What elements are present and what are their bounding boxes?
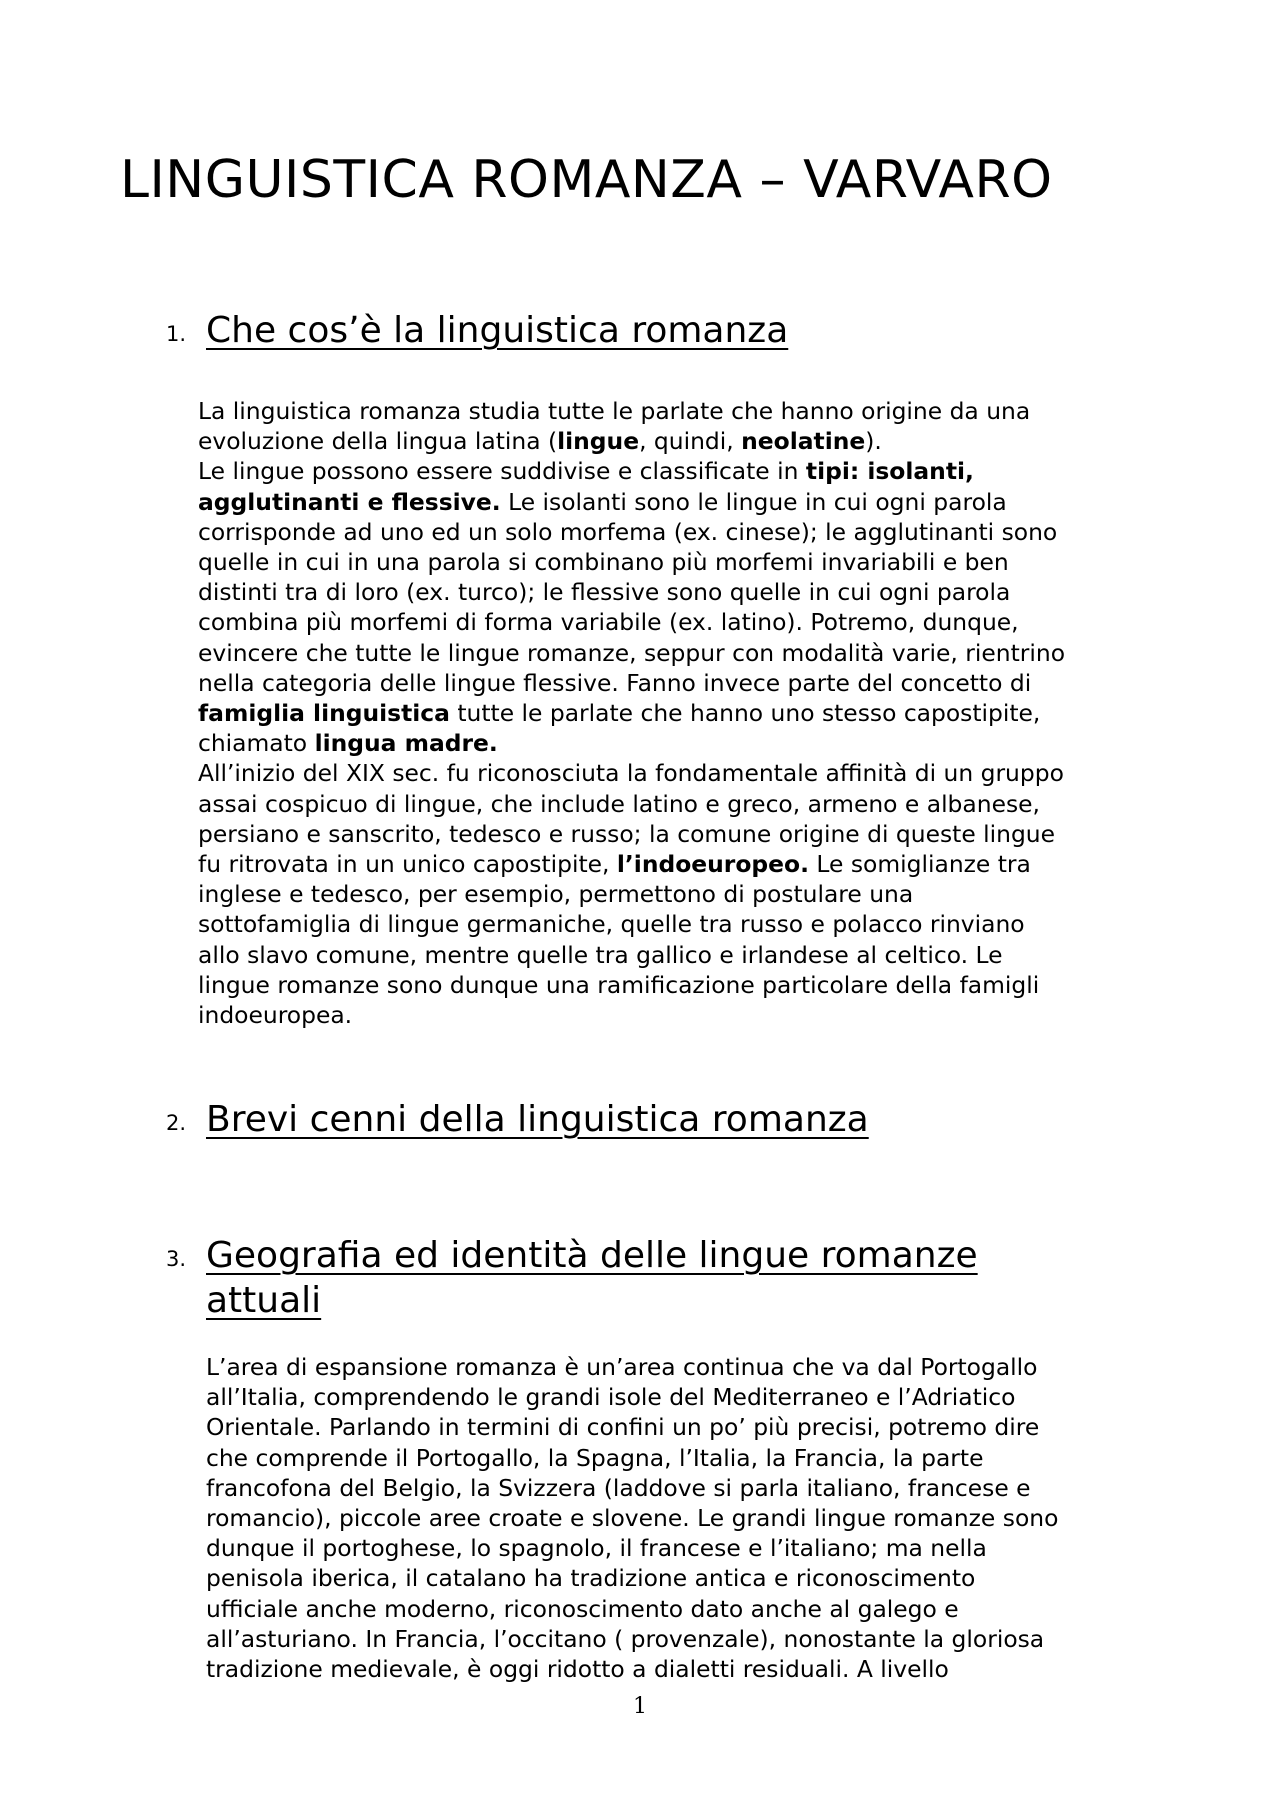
text-run: corrisponde ad uno ed un solo morfema (ex. cinese); le agglutinanti sono [198,517,1058,546]
text-run: Orientale. Parlando in termini di confini un po’ più precisi, potremo dire [206,1413,1040,1442]
text-run: che comprende il Portogallo, la Spagna, l’Italia, la Francia, la parte [206,1443,984,1472]
section-heading-3 [166,1233,978,1323]
text-line [206,1563,1058,1593]
text-line [198,758,1065,788]
text-line [206,1443,1058,1473]
text-line [198,487,1065,517]
heading-line: Geografia ed identità delle lingue romanze [206,1235,978,1276]
text-run: Le somiglianze tra [808,850,1031,879]
text-line [206,1654,1058,1684]
text-line [206,1412,1058,1442]
text-run: all’asturiano. In Francia, l’occitano ( provenzale), nonostante la gloriosa [206,1624,1045,1653]
text-line [206,1533,1058,1563]
text-line [198,547,1065,577]
text-line [198,970,1065,1000]
text-line [206,1624,1058,1654]
page-number: 1 [633,1694,647,1719]
text-run: evincere che tutte le lingue romanze, seppur con modalità varie, rientrino [198,638,1066,667]
text-run: ufficiale anche moderno, riconoscimento dato anche al galego e [206,1594,959,1623]
text-run: Le isolanti sono le lingue in cui ogni parola [500,487,1007,516]
text-run: nella categoria delle lingue flessive. Fanno invece parte del concetto di [198,668,1032,697]
bold-term: famiglia linguistica [198,699,450,728]
text-run: penisola iberica, il catalano ha tradizione antica e riconoscimento [206,1564,976,1593]
text-run: Le lingue possono essere suddivise e classificate in [198,457,806,486]
text-line [198,426,1065,456]
section-1-body [198,396,1065,1030]
text-run: , quindi, [639,427,742,456]
text-line [198,517,1065,547]
text-line [198,1000,1065,1030]
section-number: 3. [166,1247,187,1271]
heading-text [206,1233,978,1323]
bold-term: l’indoeuropeo. [616,850,809,879]
text-line [198,638,1065,668]
text-run: dunque il portoghese, lo spagnolo, il francese e l’italiano; ma nella [206,1534,987,1563]
text-run: allo slavo comune, mentre quelle tra gallico e irlandese al celtico. Le [198,940,1003,969]
section-heading-1 [166,308,789,353]
text-run: chiamato [198,729,315,758]
text-line [206,1352,1058,1382]
text-run: ). [865,427,882,456]
section-heading-2 [166,1097,869,1142]
text-run: combina più morfemi di forma variabile (ex. latino). Potremo, dunque, [198,608,1019,637]
text-run: La linguistica romanza studia tutte le parlate che hanno origine da una [198,397,1031,425]
heading-line: Che cos’è la linguistica romanza [206,310,789,351]
bold-term: agglutinanti e flessive. [198,487,501,516]
text-run: all’Italia, comprendendo le grandi isole del Mediterraneo e l’Adriatico [206,1383,1016,1412]
text-line [198,668,1065,698]
text-run: quelle in cui in una parola si combinano più morfemi invariabili e ben [198,548,1009,577]
bold-term: tipi: isolanti, [805,457,974,486]
text-run: L’area di espansione romanza è un’area continua che va dal Portogallo [206,1353,1038,1381]
text-line [206,1594,1058,1624]
text-line [198,577,1065,607]
heading-line: attuali [206,1280,322,1321]
text-run: All’inizio del XIX sec. fu riconosciuta la fondamentale affinità di un gruppo [198,759,1064,788]
text-line [198,789,1065,819]
bold-term: lingue [557,427,640,456]
text-line [198,456,1065,486]
text-run: tutte le parlate che hanno uno stesso capostipite, [449,699,1041,728]
text-run: assai cospicuo di lingue, che include latino e greco, armeno e albanese, [198,789,1040,818]
text-line [198,819,1065,849]
document-title: LINGUISTICA ROMANZA – VARVARO [120,150,1053,210]
text-run: romancio), piccole aree croate e slovene. Le grandi lingue romanze sono [206,1504,1059,1533]
bold-term: lingua madre. [314,729,498,758]
heading-text [206,1097,869,1142]
text-run: indoeuropea. [198,1001,353,1030]
section-3-body [206,1352,1058,1684]
text-line [198,698,1065,728]
heading-text [206,308,788,353]
bold-term: neolatine [741,427,866,456]
text-line [198,849,1065,879]
section-number: 1. [166,322,187,346]
text-run: fu ritrovata in un unico capostipite, [198,850,617,879]
text-line [206,1503,1058,1533]
text-run: distinti tra di loro (ex. turco); le flessive sono quelle in cui ogni parola [198,578,1011,607]
text-run: evoluzione della lingua latina ( [198,427,558,456]
text-line [198,879,1065,909]
text-line [198,940,1065,970]
text-line [198,909,1065,939]
text-run: lingue romanze sono dunque una ramificazione particolare della famigli [198,970,1040,999]
text-line [198,728,1065,758]
text-run: francofona del Belgio, la Svizzera (laddove si parla italiano, francese e [206,1473,1031,1502]
text-run: tradizione medievale, è oggi ridotto a dialetti residuali. A livello [206,1655,949,1684]
text-run: persiano e sanscrito, tedesco e russo; la comune origine di queste lingue [198,819,1056,848]
text-line [206,1473,1058,1503]
section-number: 2. [166,1111,187,1135]
text-run: inglese e tedesco, per esempio, permettono di postulare una [198,880,914,909]
text-run: sottofamiglia di lingue germaniche, quelle tra russo e polacco rinviano [198,910,1025,939]
text-line [198,396,1065,426]
text-line [198,607,1065,637]
text-line [206,1382,1058,1412]
heading-line: Brevi cenni della linguistica romanza [206,1099,869,1140]
